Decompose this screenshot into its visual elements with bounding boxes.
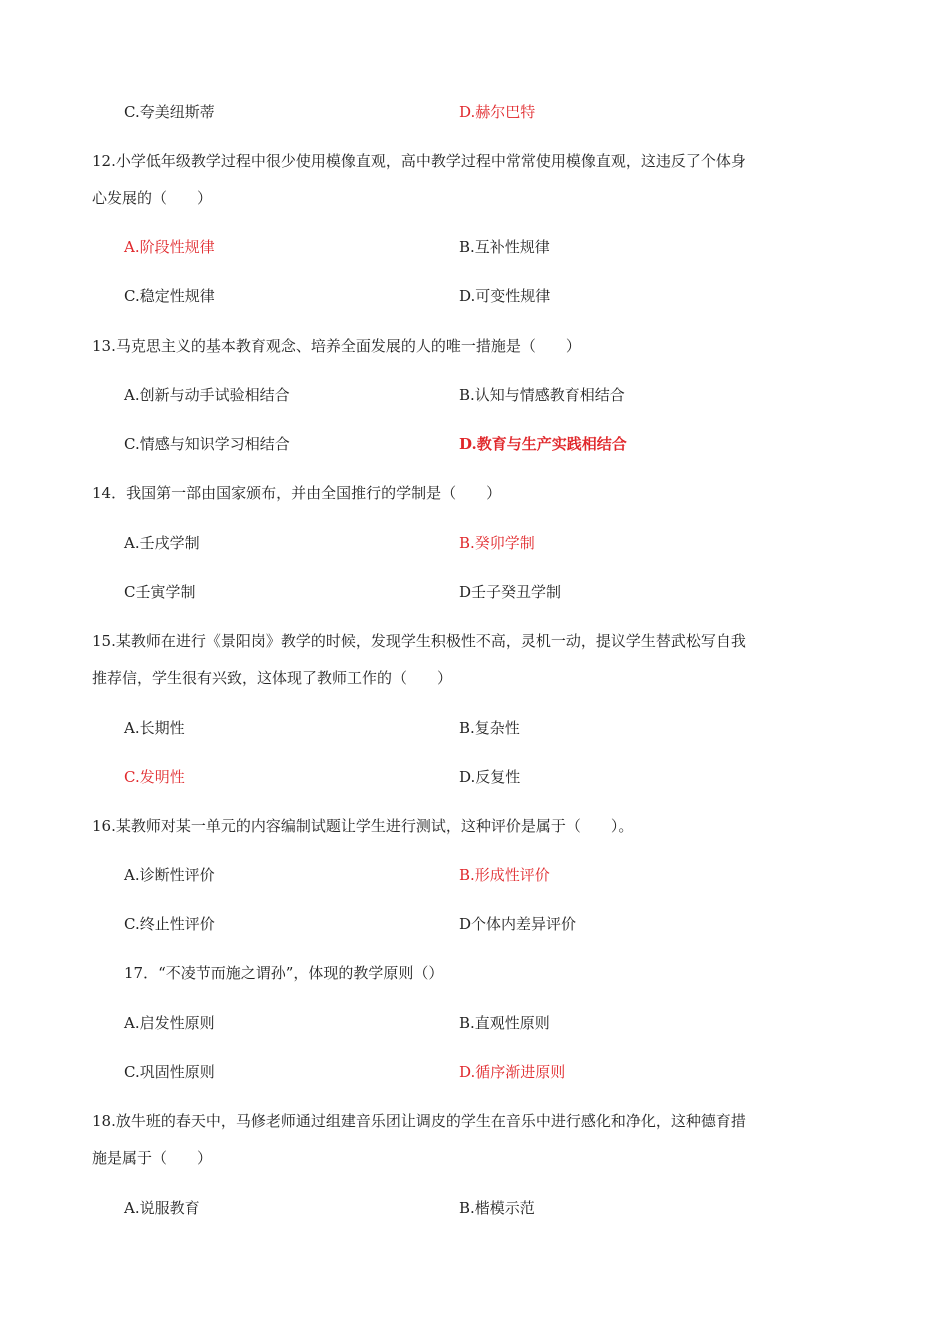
- q13-option-b: B.认知与情感教育相结合: [459, 386, 625, 404]
- q14-option-b-answer: B.癸卯学制: [459, 534, 535, 552]
- q12-stem-line1: 12.小学低年级教学过程中很少使用模像直观，高中教学过程中常常使用模像直观，这违反了个体身: [92, 152, 746, 170]
- q17-option-c: C.巩固性原则: [124, 1063, 215, 1081]
- q18-stem-line1: 18.放牛班的春天中，马修老师通过组建音乐团让调皮的学生在音乐中进行感化和净化，这种德育措: [92, 1112, 746, 1130]
- q15-option-c-answer: C.发明性: [124, 768, 185, 786]
- q15-option-b: B.复杂性: [459, 719, 520, 737]
- q16-option-d: D个体内差异评价: [459, 915, 577, 933]
- q15-stem-line1: 15.某教师在进行《景阳岗》教学的时候，发现学生积极性不高，灵机一动，提议学生替武松写自我: [92, 632, 746, 650]
- q15-option-a: A.长期性: [124, 719, 185, 737]
- q17-option-b: B.直观性原则: [459, 1014, 550, 1032]
- q11-option-d-answer: D.赫尔巴特: [459, 103, 536, 121]
- q16-option-b-answer: B.形成性评价: [459, 866, 550, 884]
- q14-option-c: C壬寅学制: [124, 583, 196, 601]
- q16-option-c: C.终止性评价: [124, 915, 215, 933]
- q17-stem: 17．“不凌节而施之谓孙”，体现的教学原则（）: [124, 964, 444, 982]
- q15-option-d: D.反复性: [459, 768, 521, 786]
- q11-option-c: C.夸美纽斯蒂: [124, 103, 215, 121]
- q12-stem-line2: 心发展的（ ）: [92, 189, 213, 207]
- q13-stem: 13.马克思主义的基本教育观念、培养全面发展的人的唯一措施是（ ）: [92, 337, 581, 355]
- q12-option-b: B.互补性规律: [459, 238, 550, 256]
- q16-stem: 16.某教师对某一单元的内容编制试题让学生进行测试，这种评价是属于（ ）。: [92, 817, 634, 835]
- q14-option-a: A.壬戌学制: [124, 534, 200, 552]
- q13-option-a: A.创新与动手试验相结合: [124, 386, 290, 404]
- q14-option-d: D壬子癸丑学制: [459, 583, 562, 601]
- q13-option-c: C.情感与知识学习相结合: [124, 435, 290, 453]
- q16-option-a: A.诊断性评价: [124, 866, 215, 884]
- q12-option-c: C.稳定性规律: [124, 287, 215, 305]
- q12-option-d: D.可变性规律: [459, 287, 551, 305]
- q12-option-a-answer: A.阶段性规律: [124, 238, 215, 256]
- q15-stem-line2: 推荐信，学生很有兴致，这体现了教师工作的（ ）: [92, 669, 453, 687]
- q18-option-b: B.楷模示范: [459, 1199, 535, 1217]
- q18-stem-line2: 施是属于（ ）: [92, 1149, 213, 1167]
- q14-stem: 14．我国第一部由国家颁布，并由全国推行的学制是（ ）: [92, 484, 502, 502]
- q13-option-d-answer: D.教育与生产实践相结合: [459, 435, 627, 453]
- q17-option-a: A.启发性原则: [124, 1014, 215, 1032]
- q17-option-d-answer: D.循序渐进原则: [459, 1063, 566, 1081]
- q18-option-a: A.说服教育: [124, 1199, 200, 1217]
